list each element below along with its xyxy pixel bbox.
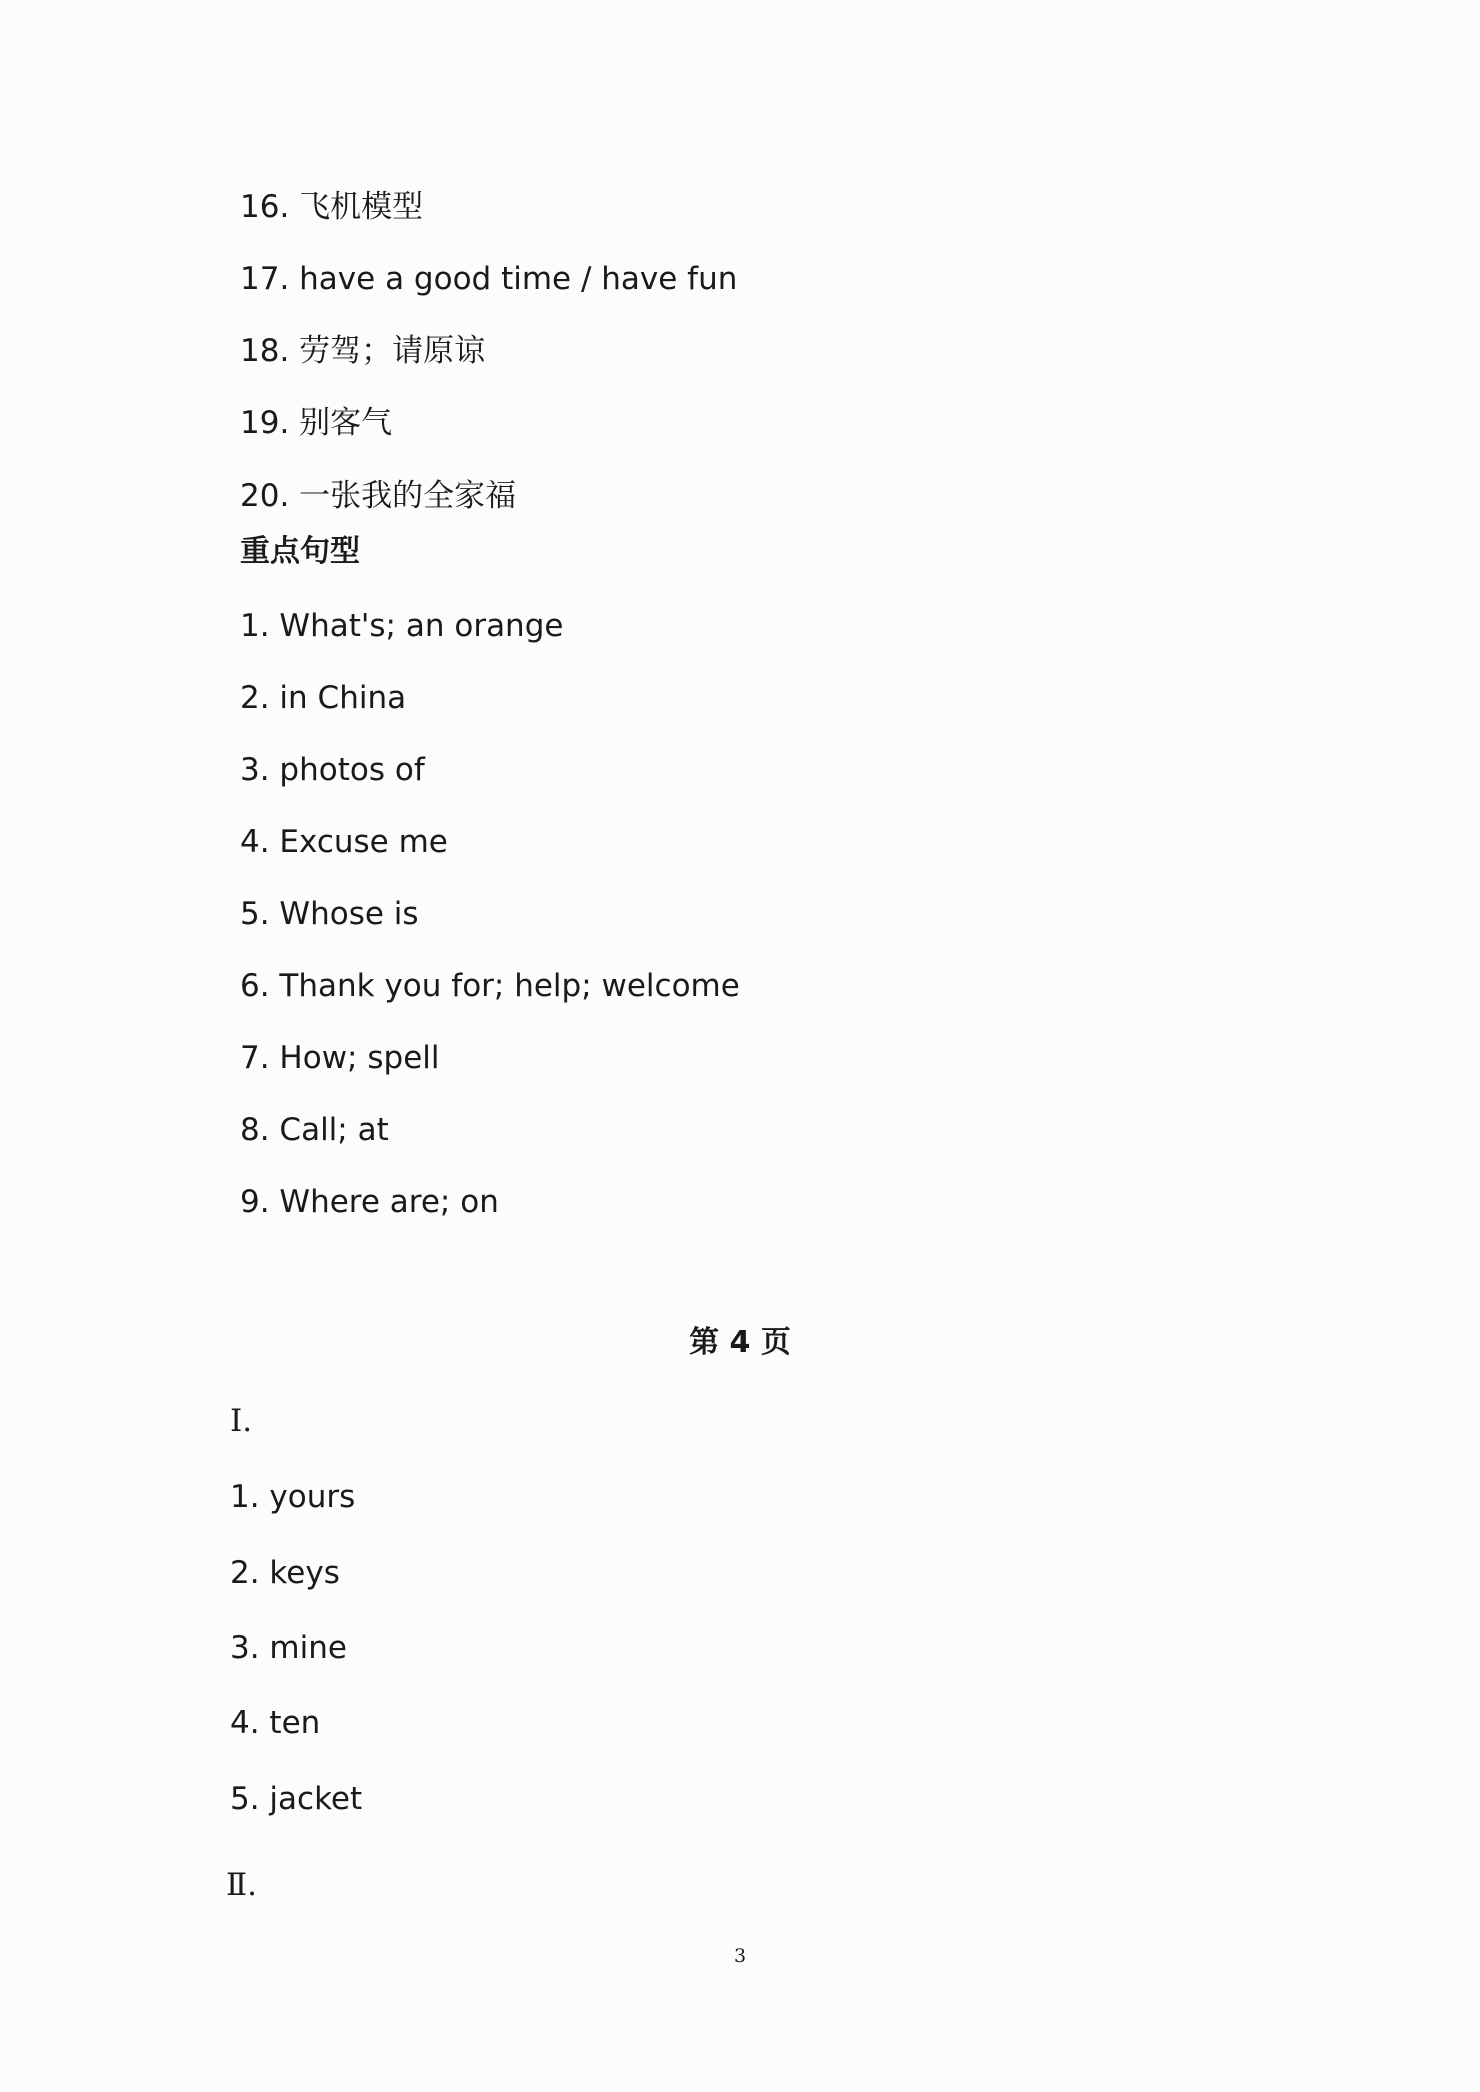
sentence-item: 9. Where are; on (240, 1184, 499, 1220)
page-number: 3 (733, 1945, 747, 1967)
answer-item: 5. jacket (230, 1781, 363, 1817)
answer-item: 2. keys (230, 1555, 340, 1591)
vocab-item: 16. 飞机模型 (240, 189, 424, 225)
sentence-item: 4. Excuse me (240, 824, 448, 860)
sentence-item: 3. photos of (240, 752, 425, 788)
sentence-item: 5. Whose is (240, 896, 419, 932)
answer-item: 4. ten (230, 1705, 321, 1741)
vocab-item: 19. 别客气 (240, 405, 393, 441)
vocab-item: 17. have a good time / have fun (240, 261, 738, 297)
section-label-2: Ⅱ. (226, 1867, 257, 1903)
sentence-item: 2. in China (240, 680, 407, 716)
sentence-item: 1. What's; an orange (240, 608, 564, 644)
sentence-item: 8. Call; at (240, 1112, 389, 1148)
key-sentences-heading: 重点句型 (240, 534, 360, 569)
section-label-1: Ⅰ. (230, 1403, 253, 1439)
page-section-title: 第 4 页 (689, 1325, 791, 1360)
answer-item: 3. mine (230, 1630, 347, 1666)
sentence-item: 6. Thank you for; help; welcome (240, 968, 740, 1004)
vocab-item: 20. 一张我的全家福 (240, 478, 517, 514)
vocab-item: 18. 劳驾；请原谅 (240, 333, 486, 369)
answer-item: 1. yours (230, 1479, 356, 1515)
sentence-item: 7. How; spell (240, 1040, 440, 1076)
